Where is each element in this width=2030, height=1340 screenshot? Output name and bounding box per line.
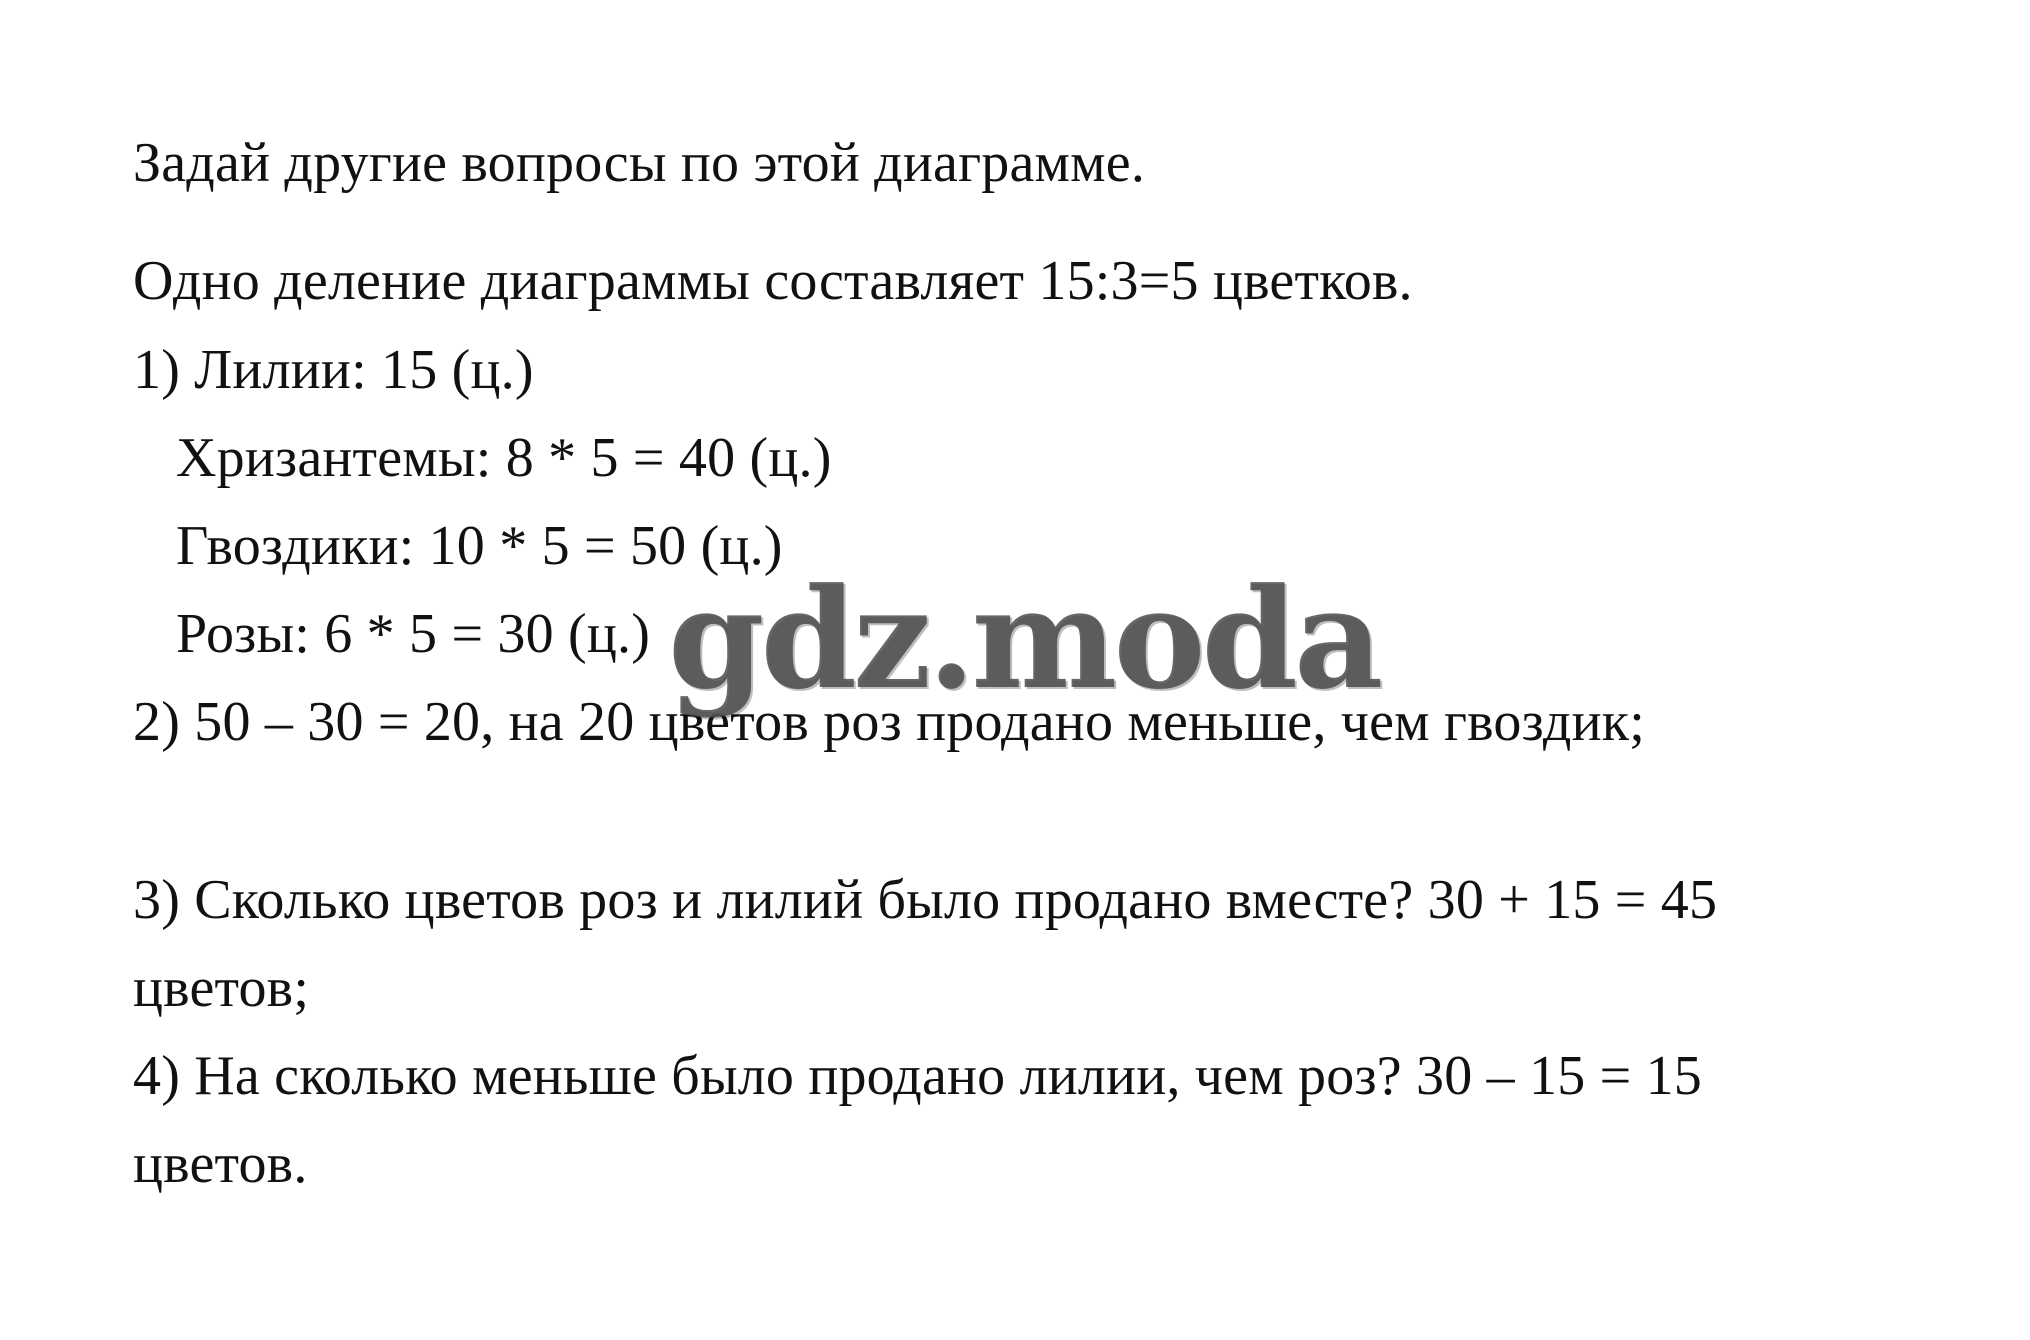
answer4-line2: цветов. [133, 1133, 308, 1195]
answer1-carnations: Гвоздики: 10 * 5 = 50 (ц.) [176, 515, 783, 577]
answer4-line1: 4) На сколько меньше было продано лилии, чем роз? 30 – 15 = 15 [133, 1045, 1702, 1107]
answer1-roses: Розы: 6 * 5 = 30 (ц.) [176, 603, 651, 665]
answer1-chrysanthemums: Хризантемы: 8 * 5 = 40 (ц.) [176, 427, 832, 489]
heading-text: Задай другие вопросы по этой диаграмме. [133, 132, 1146, 194]
answer3-line1: 3) Сколько цветов роз и лилий было продано вместе? 30 + 15 = 45 [133, 869, 1718, 931]
answer1-lilies: 1) Лилии: 15 (ц.) [133, 339, 534, 401]
intro-text: Одно деление диаграммы составляет 15:3=5 цветков. [133, 250, 1413, 312]
answer2-text: 2) 50 – 30 = 20, на 20 цветов роз продано меньше, чем гвоздик; [133, 691, 1645, 753]
answer3-line2: цветов; [133, 957, 310, 1019]
watermark-logo: gdz.moda [668, 557, 1380, 720]
